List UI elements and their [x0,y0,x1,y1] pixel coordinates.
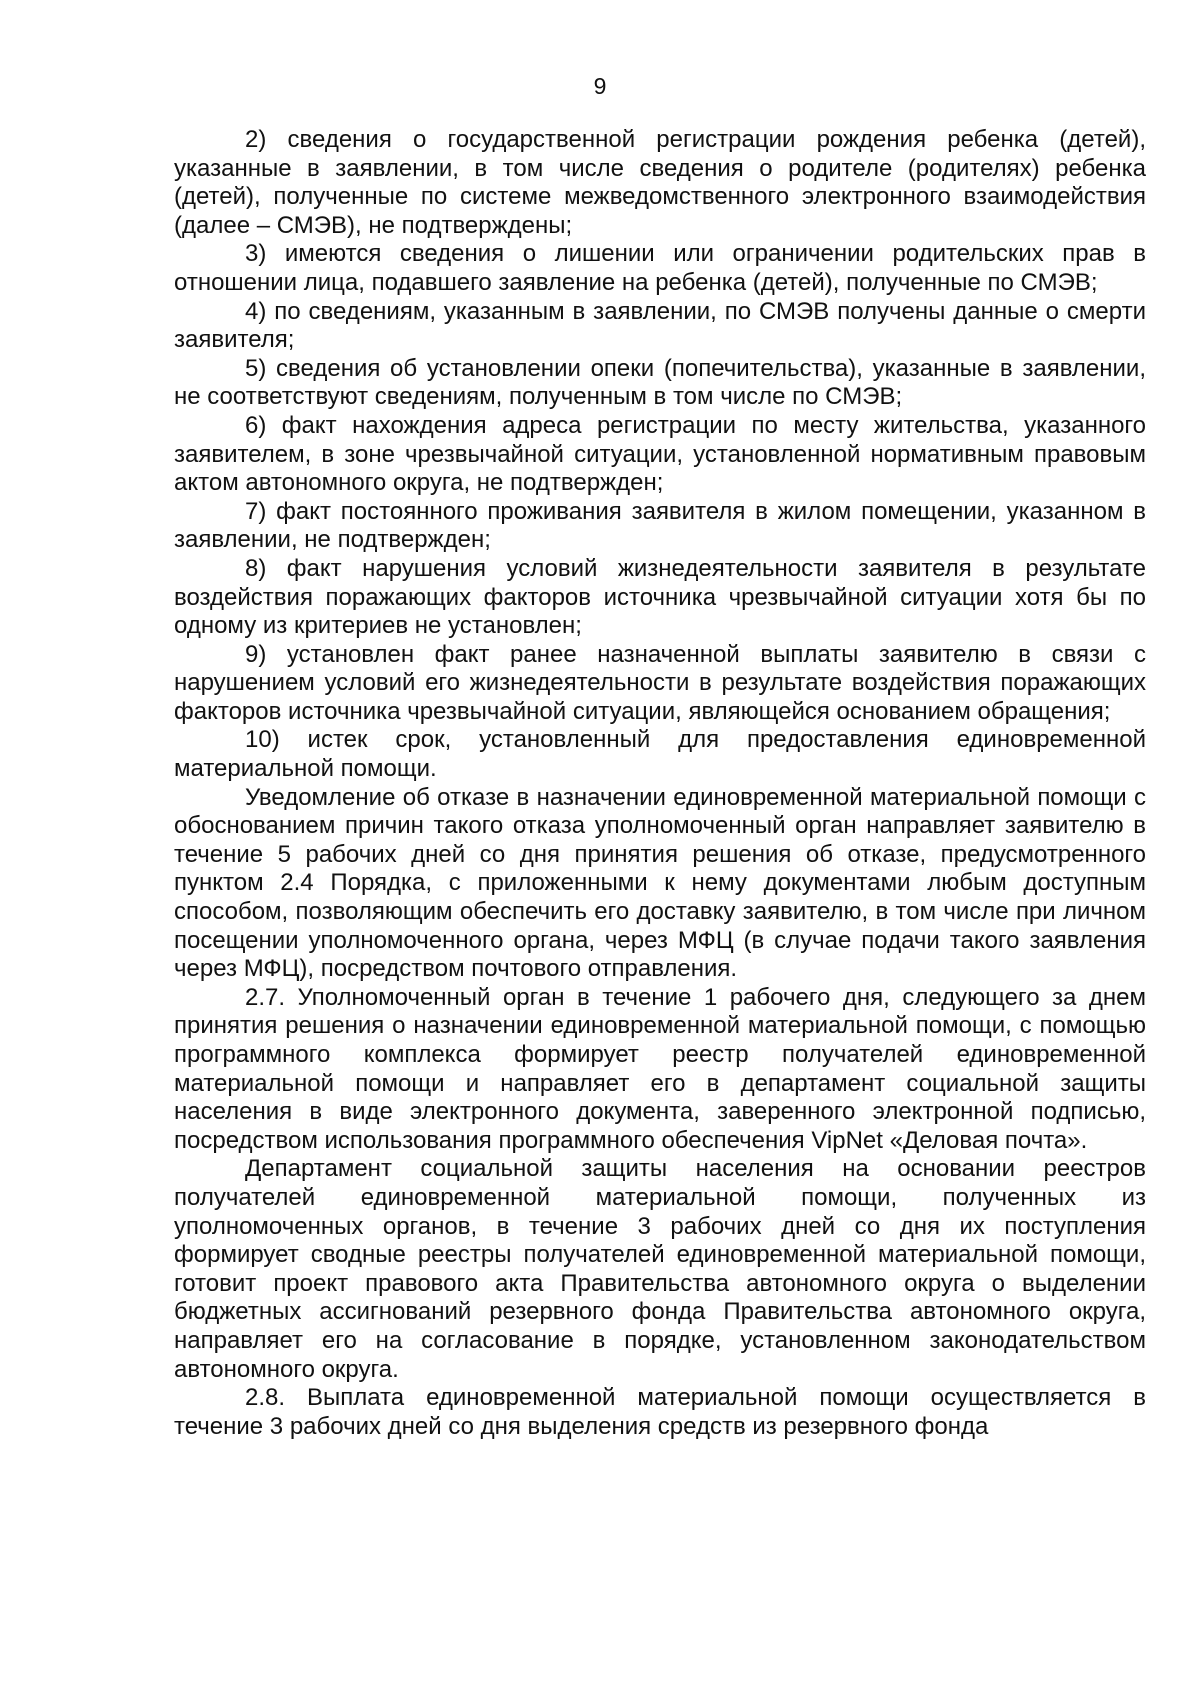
paragraph-item-5: 5) сведения об установлении опеки (попечительства), указанные в заявлении, не соответствуют сведениям, полученным в том числе по СМЭВ; [174,354,1146,411]
paragraph-refusal-notice: Уведомление об отказе в назначении единовременной материальной помощи с обоснованием причин такого отказа уполномоченный орган направляет заявителю в течение 5 рабочих дней со дня принятия решения об отказе, предусмотренного пунктом 2.4 Порядка, с приложенными к нему документами любым доступным способом, позволяющим обеспечить его доставку заявителю, в том числе при личном посещении уполномоченного органа, через МФЦ (в случае подачи такого заявления через МФЦ), посредством почтового отправления. [174,783,1146,983]
paragraph-item-6: 6) факт нахождения адреса регистрации по месту жительства, указанного заявителем, в зоне чрезвычайной ситуации, установленной нормативным правовым актом автономного округа, не подтвержден; [174,411,1146,497]
paragraph-item-8: 8) факт нарушения условий жизнедеятельности заявителя в результате воздействия поражающих факторов источника чрезвычайной ситуации хотя бы по одному из критериев не установлен; [174,554,1146,640]
paragraph-item-7: 7) факт постоянного проживания заявителя в жилом помещении, указанном в заявлении, не подтвержден; [174,497,1146,554]
paragraph-item-4: 4) по сведениям, указанным в заявлении, по СМЭВ получены данные о смерти заявителя; [174,297,1146,354]
paragraph-section-2-7: 2.7. Уполномоченный орган в течение 1 рабочего дня, следующего за днем принятия решения о назначении единовременной материальной помощи, с помощью программного комплекса формирует реестр получателей единовременной материальной помощи и направляет его в департамент социальной защиты населения в виде электронного документа, заверенного электронной подписью, посредством использования программного обеспечения VipNet «Деловая почта». [174,983,1146,1154]
paragraph-item-3: 3) имеются сведения о лишении или ограничении родительских прав в отношении лица, подавшего заявление на ребенка (детей), полученные по СМЭВ; [174,240,1146,296]
document-body [174,126,1146,1441]
paragraph-item-10: 10) истек срок, установленный для предоставления единовременной материальной помощи. [174,726,1146,783]
paragraph-item-2: 2) сведения о государственной регистрации рождения ребенка (детей), указанные в заявлении, в том числе сведения о родителе (родителях) ребенка (детей), полученные по системе межведомственного электронного взаимодействия (далее – СМЭВ), не подтверждены; [174,126,1146,239]
paragraph-section-2-8: 2.8. Выплата единовременной материальной помощи осуществляется в течение 3 рабочих дней со дня выделения средств из резервного фонда [174,1384,1146,1440]
paragraph-department-registry: Департамент социальной защиты населения на основании реестров получателей единовременной материальной помощи, полученных из уполномоченных органов, в течение 3 рабочих дней со дня их поступления формирует сводные реестры получателей единовременной материальной помощи, готовит проект правового акта Правительства автономного округа о выделении бюджетных ассигнований резервного фонда Правительства автономного округа, направляет его на согласование в порядке, установленном законодательством автономного округа. [174,1155,1146,1383]
paragraph-item-9: 9) установлен факт ранее назначенной выплаты заявителю в связи с нарушением условий его жизнедеятельности в результате воздействия поражающих факторов источника чрезвычайной ситуации, являющейся основанием обращения; [174,640,1146,725]
page-number: 9 [593,73,607,99]
